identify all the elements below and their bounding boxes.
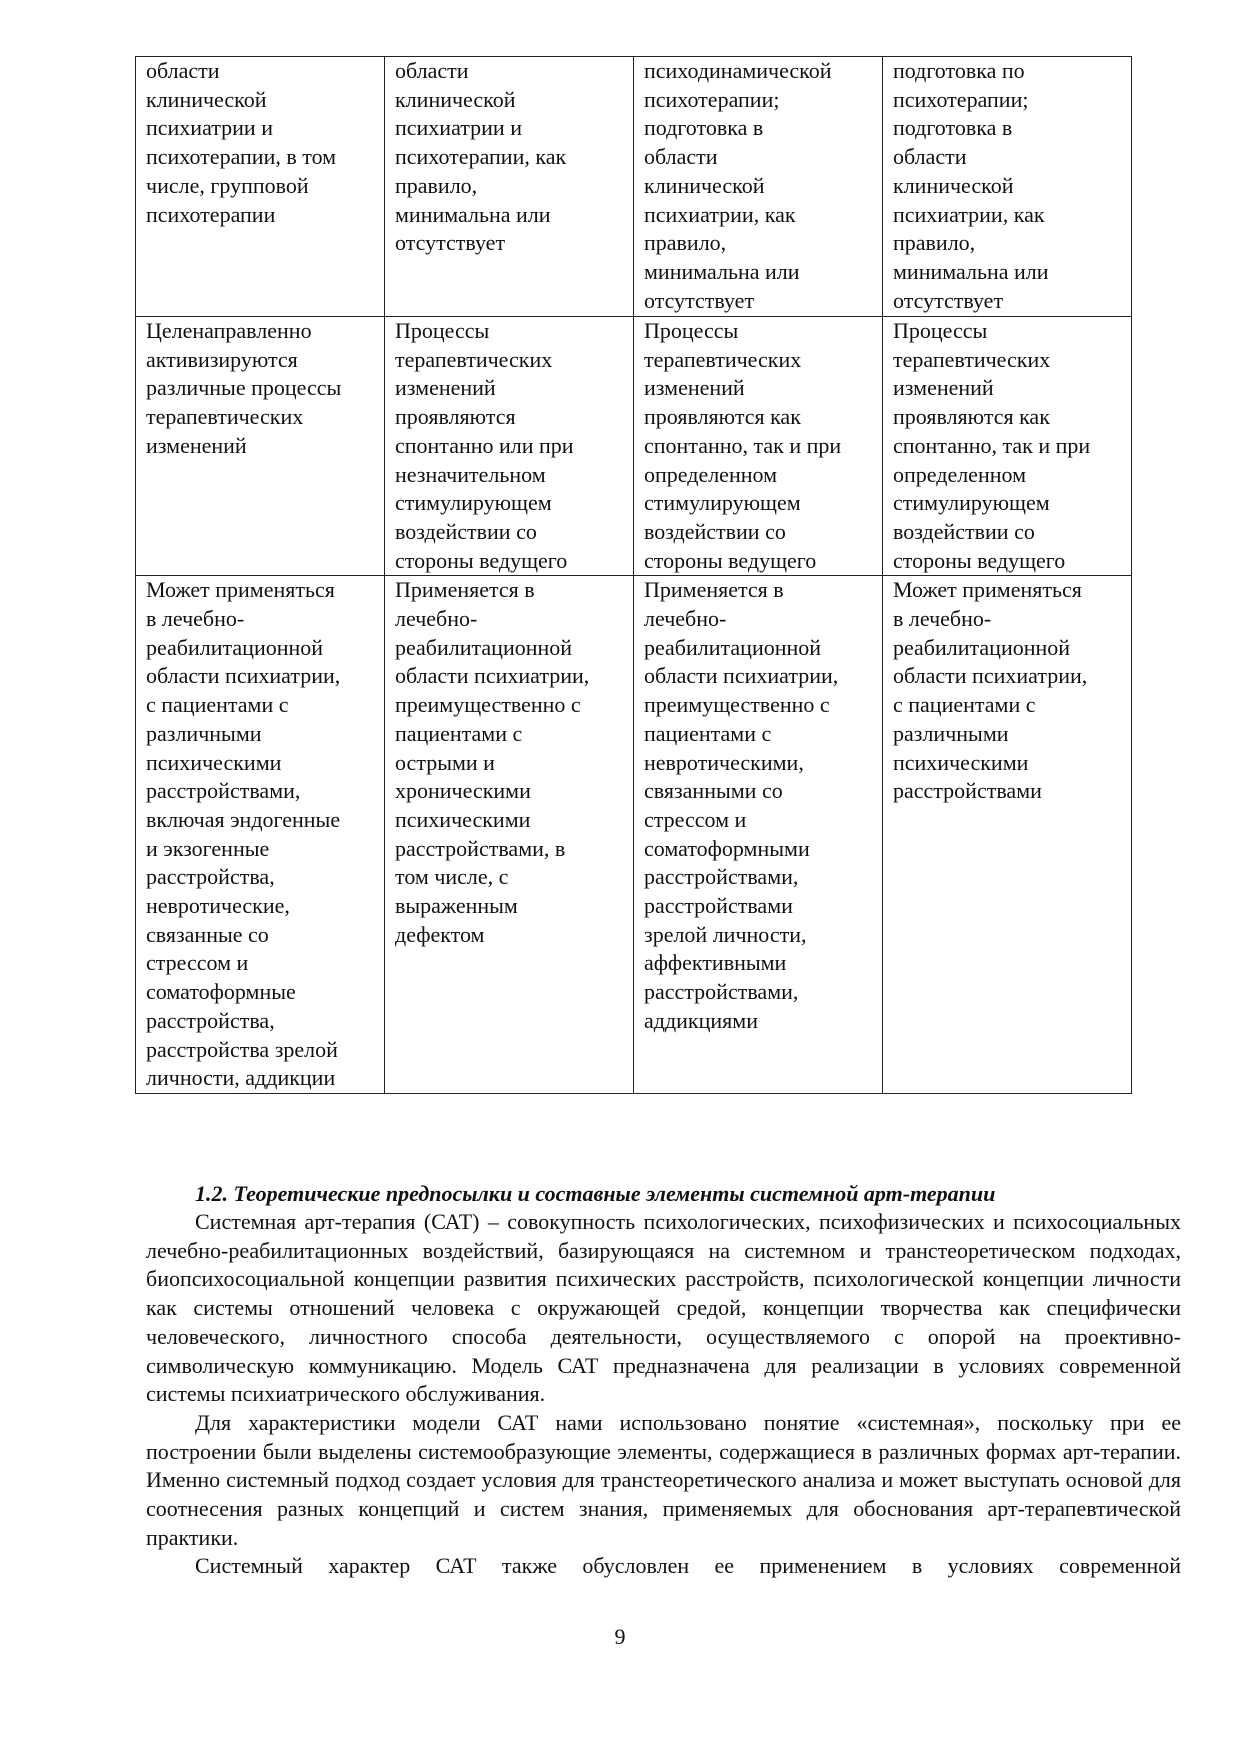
table-cell: Целенаправленно активизируются различные процессы терапевтических изменений [136, 317, 385, 576]
table-cell: подготовка по психотерапии; подготовка в области клинической психиатрии, как правило, минимальна или отсутствует [883, 57, 1132, 317]
table-cell: Применяется в лечебно- реабилитационной области психиатрии, преимущественно с пациентами с невротическими, связанными со стрессом и соматоформными расстройствами, расстройствами зрелой личности, аффективными расстройствами, аддикциями [634, 576, 883, 1094]
page-number: 9 [614, 1624, 626, 1649]
paragraph: Системный характер САТ также обусловлен ее применением в условиях современной [195, 1553, 1181, 1579]
table-cell: Применяется в лечебно- реабилитационной области психиатрии, преимущественно с пациентами с острыми и хроническими психическими расстройствами, в том числе, с выраженным дефектом [385, 576, 634, 1094]
table-cell: Может применяться в лечебно- реабилитационной области психиатрии, с пациентами с различными психическими расстройствами [883, 576, 1132, 1094]
table-row [136, 576, 1132, 1094]
paragraph: Для характеристики модели САТ нами использовано понятие «системная», поскольку при ее построении были выделены системообразующие элементы, содержащиеся в различных формах арт-терапии. Именно системный подход создает условия для транстеоретического анализа и может выступать основой для соотнесения разных концепций и систем знания, применяемых для обоснования арт-терапевтической практики. [146, 1409, 1181, 1550]
table-cell: Процессы терапевтических изменений проявляются как спонтанно, так и при определенном стимулирующем воздействии со стороны ведущего [634, 317, 883, 576]
section-body [146, 1208, 1181, 1581]
table-cell: психодинамической психотерапии; подготовка в области клинической психиатрии, как правило, минимальна или отсутствует [634, 57, 883, 317]
section-heading: 1.2. Теоретические предпосылки и составные элементы системной арт-терапии [195, 1181, 996, 1206]
table-cell: Процессы терапевтических изменений проявляются как спонтанно, так и при определенном стимулирующем воздействии со стороны ведущего [883, 317, 1132, 576]
paragraph: Системная арт-терапия (САТ) – совокупность психологических, психофизических и психосоциальных лечебно-реабилитационных воздействий, базирующаяся на системном и транстеоретическом подходах, биопсихосоциальной концепции развития психических расстройств, психологической концепции личности как системы отношений человека с окружающей средой, концепции творчества как специфически человеческого, личностного способа деятельности, осуществляемого с опорой на проективно-символическую коммуникацию. Модель САТ предназначена для реализации в условиях современной системы психиатрического обслуживания. [146, 1209, 1181, 1407]
comparison-table [135, 56, 1132, 1094]
table-cell: Процессы терапевтических изменений проявляются спонтанно или при незначительном стимулирующем воздействии со стороны ведущего [385, 317, 634, 576]
table-cell: области клинической психиатрии и психотерапии, в том числе, групповой психотерапии [136, 57, 385, 317]
table-cell: Может применяться в лечебно- реабилитационной области психиатрии, с пациентами с различными психическими расстройствами, включая эндогенные и экзогенные расстройства, невротические, связанные со стрессом и соматоформные расстройства, расстройства зрелой личности, аддикции [136, 576, 385, 1094]
table-cell: области клинической психиатрии и психотерапии, как правило, минимальна или отсутствует [385, 57, 634, 317]
table-row [136, 57, 1132, 317]
table-row [136, 317, 1132, 576]
